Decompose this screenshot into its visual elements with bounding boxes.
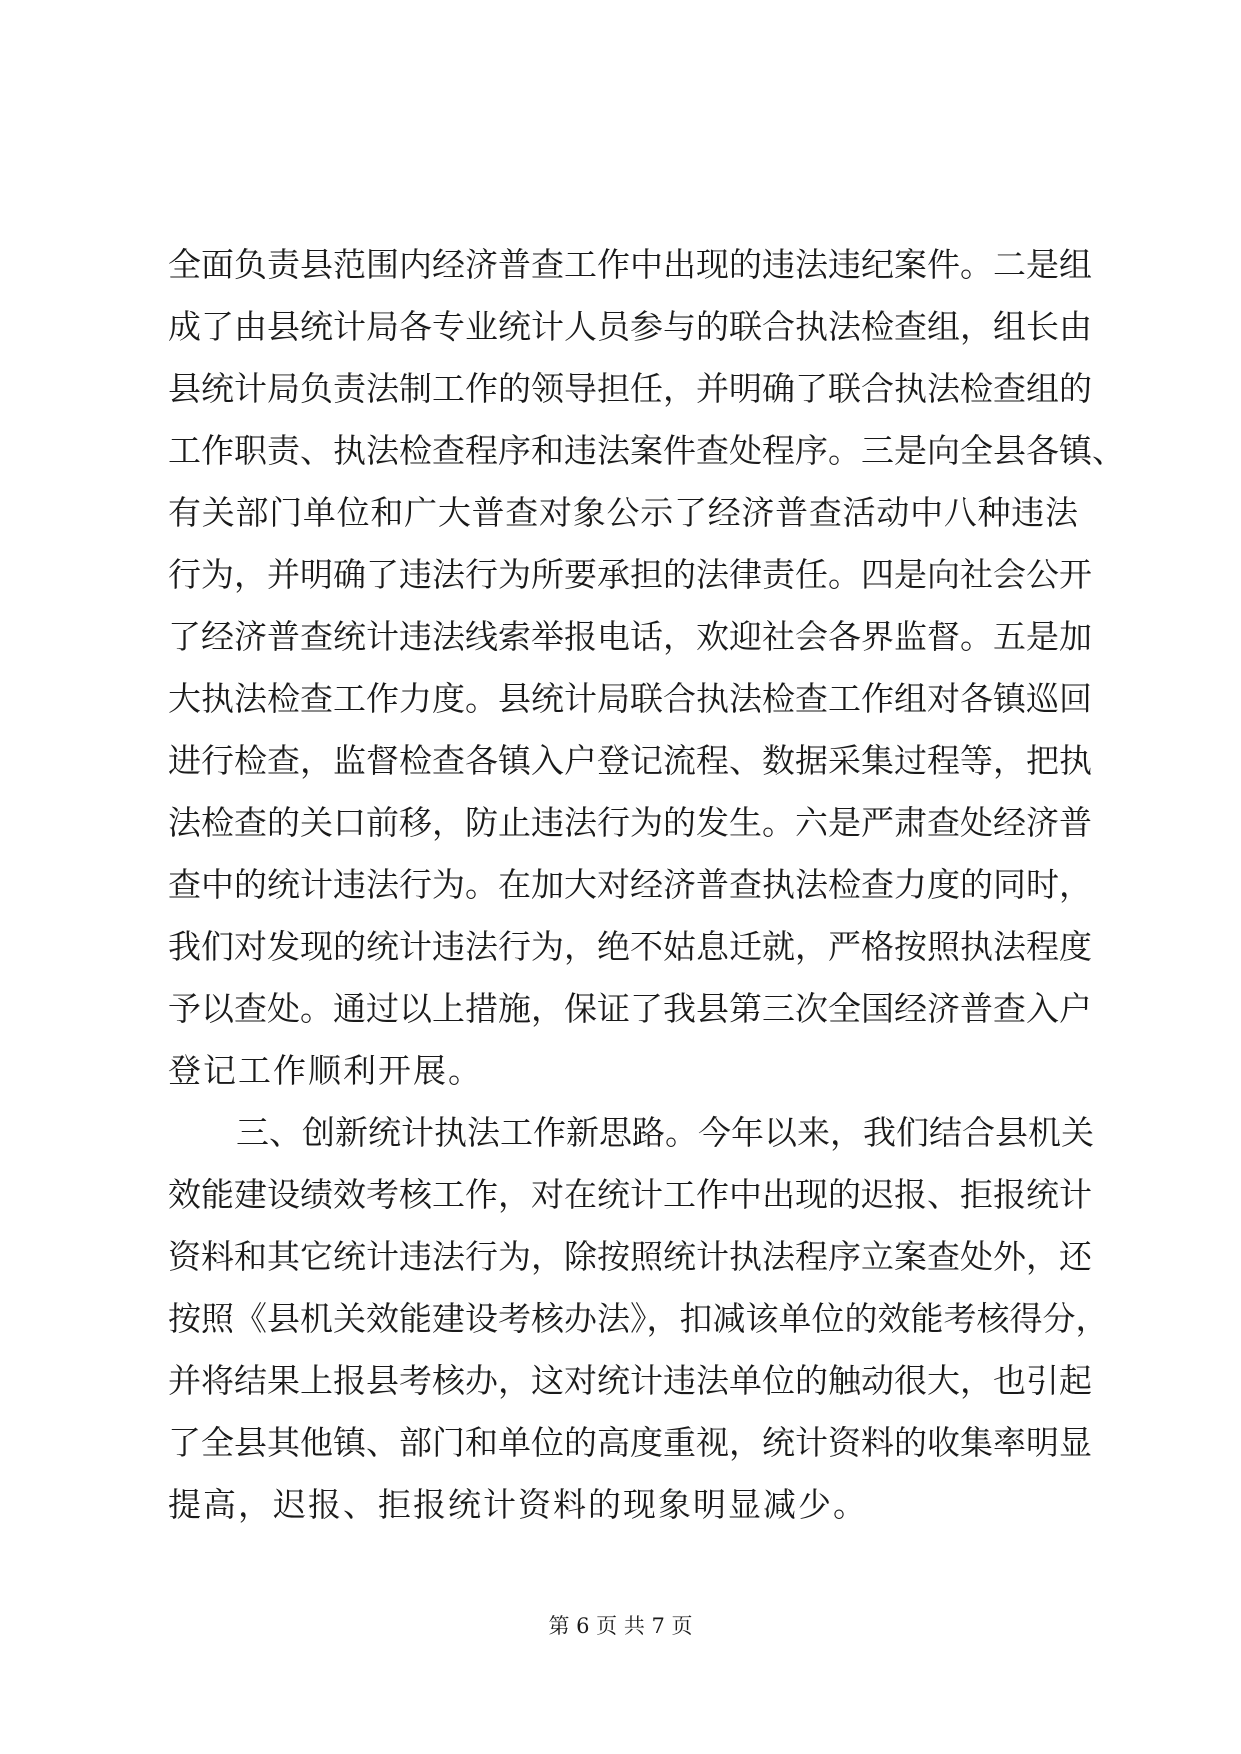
text-line: 按照《县机关效能建设考核办法》，扣减该单位的效能考核得分， [168,1299,1109,1338]
document-body [168,234,1125,1536]
text-line: 法检查的关口前移，防止违法行为的发生。六是严肃查处经济普 [168,803,1092,842]
text-line: 效能建设绩效考核工作，对在统计工作中出现的迟报、拒报统计 [168,1175,1092,1214]
text-line: 行为，并明确了违法行为所要承担的法律责任。四是向社会公开 [168,555,1092,594]
text-line: 进行检查，监督检查各镇入户登记流程、数据采集过程等，把执 [168,741,1092,780]
text-line: 全面负责县范围内经济普查工作中出现的违法违纪案件。二是组 [168,245,1092,284]
section-heading-line: 三、创新统计执法工作新思路。今年以来，我们结合县机关 [236,1113,1094,1152]
paragraph-end-line: 提高，迟报、拒报统计资料的现象明显减少。 [168,1485,868,1524]
page-number-footer: 第 6 页 共 7 页 [548,1614,693,1638]
text-line: 查中的统计违法行为。在加大对经济普查执法检查力度的同时， [168,865,1092,904]
text-line: 县统计局负责法制工作的领导担任，并明确了联合执法检查组的 [168,369,1092,408]
text-line: 有关部门单位和广大普查对象公示了经济普查活动中八种违法 [168,493,1078,532]
text-line: 我们对发现的统计违法行为，绝不姑息迁就，严格按照执法程度 [168,927,1092,966]
paragraph-end-line: 登记工作顺利开展。 [168,1051,483,1090]
text-line: 并将结果上报县考核办，这对统计违法单位的触动很大，也引起 [168,1361,1092,1400]
text-line: 成了由县统计局各专业统计人员参与的联合执法检查组，组长由 [168,307,1092,346]
text-line: 资料和其它统计违法行为，除按照统计执法程序立案查处外，还 [168,1237,1092,1276]
text-line: 工作职责、执法检查程序和违法案件查处程序。三是向全县各镇、 [168,431,1125,470]
text-line: 大执法检查工作力度。县统计局联合执法检查工作组对各镇巡回 [168,679,1092,718]
text-line: 予以查处。通过以上措施，保证了我县第三次全国经济普查入户 [168,989,1092,1028]
text-line: 了经济普查统计违法线索举报电话，欢迎社会各界监督。五是加 [168,617,1092,656]
text-line: 了全县其他镇、部门和单位的高度重视，统计资料的收集率明显 [168,1423,1092,1462]
